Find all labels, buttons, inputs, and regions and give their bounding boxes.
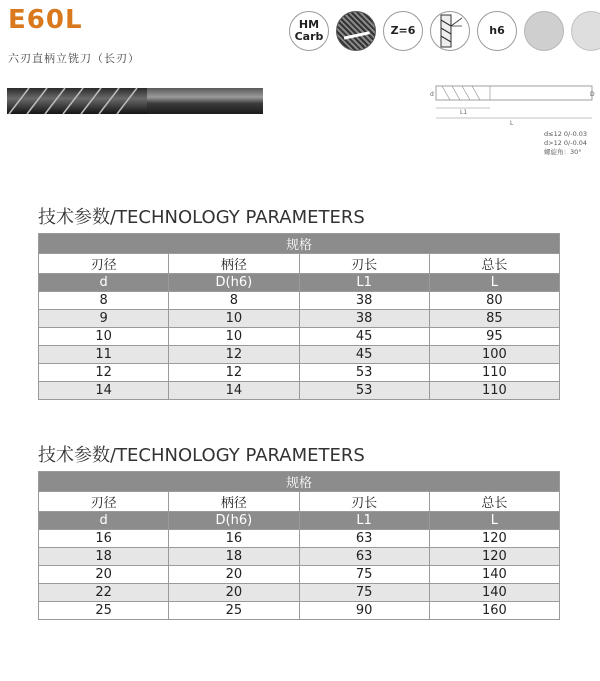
table-cell: 75 [299,584,429,602]
table-cell: 63 [299,530,429,548]
column-symbol: d [39,512,169,530]
table-cell: 160 [429,602,559,620]
column-header: 柄径 [169,492,299,512]
column-header: 总长 [429,254,559,274]
column-header: 刃长 [299,254,429,274]
table-cell: 12 [169,346,299,364]
table-cell: 100 [429,346,559,364]
table-row [39,566,560,584]
table-row [39,602,560,620]
table-row [39,382,560,400]
table-cell: 80 [429,292,559,310]
table-cell: 20 [169,584,299,602]
feature-badges [289,11,600,51]
tolerance-notes [544,130,587,157]
drawing-label-L1: L1 [460,109,468,116]
table-row [39,310,560,328]
end-mill-photo [5,84,265,118]
column-symbol: d [39,274,169,292]
parameters-table [38,233,560,400]
table-cell: 8 [39,292,169,310]
table-cell: 14 [169,382,299,400]
table-cell: 10 [169,328,299,346]
drawing-label-D: D [590,91,595,98]
table-cell: 22 [39,584,169,602]
coating-stripe-icon [344,31,370,39]
table-cell: 110 [429,382,559,400]
column-header: 刃长 [299,492,429,512]
table-cell: 10 [39,328,169,346]
table-cell: 45 [299,328,429,346]
table-cell: 12 [169,364,299,382]
note-line: d≤12 0/-0.03 [544,130,588,138]
table-cell: 14 [39,382,169,400]
note-line: 螺旋角：30° [544,148,582,156]
table-cell: 16 [169,530,299,548]
table-cell: 16 [39,530,169,548]
table-cell: 90 [299,602,429,620]
column-symbol: D(h6) [169,274,299,292]
table-cell: 38 [299,292,429,310]
table-cell: 85 [429,310,559,328]
table-cell: 45 [299,346,429,364]
helix-badge [430,11,470,51]
table-cell: 53 [299,364,429,382]
tolerance-badge: h6 [477,11,517,51]
table-cell: 120 [429,548,559,566]
section-title: 技术参数/TECHNOLOGY PARAMETERS [38,445,365,466]
blank-badge-2 [571,11,600,51]
column-symbol: L [429,512,559,530]
table-cell: 25 [39,602,169,620]
table-cell: 11 [39,346,169,364]
table-cell: 25 [169,602,299,620]
table-row [39,364,560,382]
table-group-header: 规格 [39,472,560,492]
column-header: 刃径 [39,254,169,274]
table-group-header: 规格 [39,234,560,254]
table-row [39,584,560,602]
parameters-table [38,471,560,620]
table-row [39,346,560,364]
column-symbol: L1 [299,512,429,530]
section-title: 技术参数/TECHNOLOGY PARAMETERS [38,207,365,228]
drawing-label-L: L [510,120,514,127]
note-line: d>12 0/-0.04 [544,139,588,147]
table-cell: 20 [169,566,299,584]
table-cell: 140 [429,566,559,584]
flutes-badge: Z=6 [383,11,423,51]
table-cell: 38 [299,310,429,328]
product-subtitle: 六刃直柄立铣刀（长刃） [8,52,140,65]
table-cell: 12 [39,364,169,382]
table-cell: 18 [39,548,169,566]
table-cell: 53 [299,382,429,400]
column-symbol: D(h6) [169,512,299,530]
table-cell: 20 [39,566,169,584]
dimension-drawing [430,80,598,128]
table-cell: 8 [169,292,299,310]
table-cell: 10 [169,310,299,328]
table-row [39,292,560,310]
column-symbol: L [429,274,559,292]
material-badge: HM Carb [289,11,329,51]
table-cell: 140 [429,584,559,602]
table-cell: 9 [39,310,169,328]
table-cell: 120 [429,530,559,548]
table-row [39,530,560,548]
table-row [39,548,560,566]
coating-badge [336,11,376,51]
table-cell: 110 [429,364,559,382]
blank-badge-1 [524,11,564,51]
drawing-label-d: d [430,91,434,98]
column-header: 柄径 [169,254,299,274]
table-row [39,328,560,346]
product-code: E60L [8,5,83,35]
table-cell: 63 [299,548,429,566]
helix-angle-icon [435,14,465,48]
column-header: 总长 [429,492,559,512]
column-header: 刃径 [39,492,169,512]
table-cell: 75 [299,566,429,584]
table-cell: 18 [169,548,299,566]
table-cell: 95 [429,328,559,346]
column-symbol: L1 [299,274,429,292]
